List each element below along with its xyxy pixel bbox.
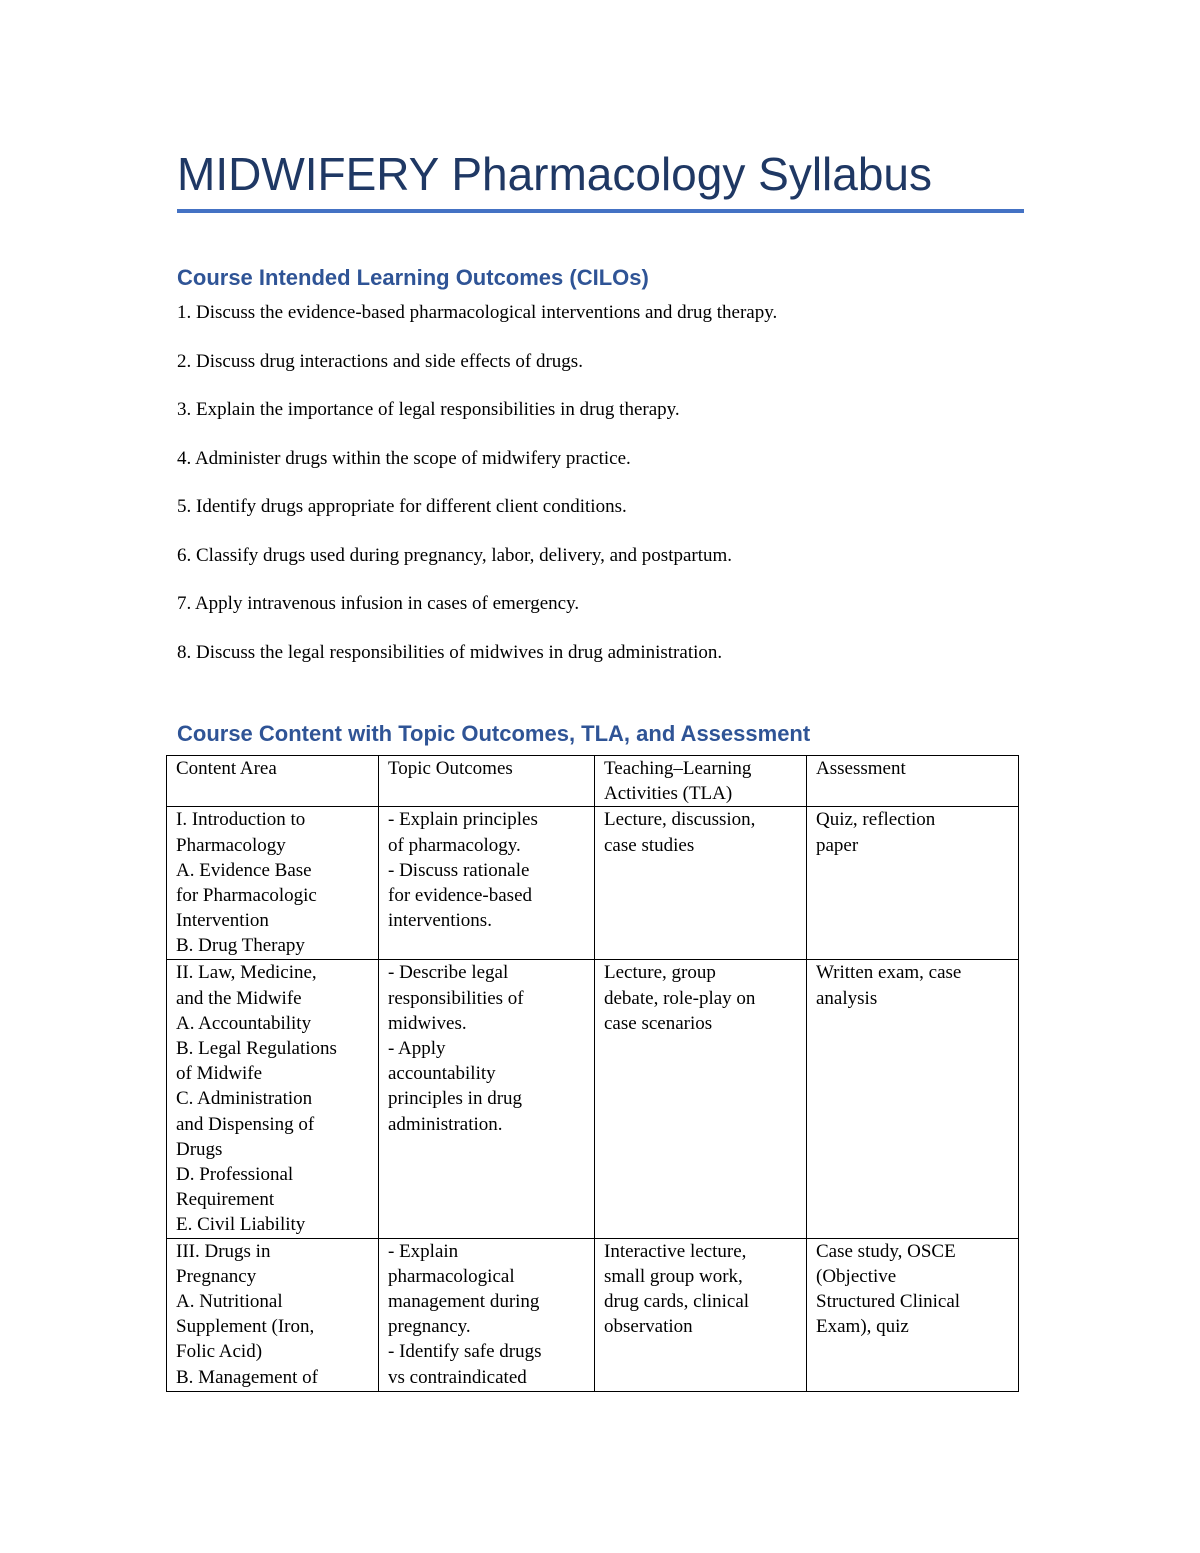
header-content-area-label: Content Area	[176, 758, 277, 779]
cell-assessment	[807, 960, 1019, 1238]
cell-topic-outcomes-text: - Explain pharmacological management during pregnancy. - Identify safe drugs vs contraindicated	[388, 1240, 542, 1388]
cilos-list	[177, 300, 777, 688]
header-tla-label: Teaching–Learning Activities (TLA)	[604, 758, 752, 805]
header-assessment	[807, 756, 1019, 807]
header-assessment-label: Assessment	[816, 758, 906, 779]
cilo-item-4: 4. Administer drugs within the scope of midwifery practice.	[177, 447, 631, 469]
cell-assessment	[807, 807, 1019, 960]
title-underline	[177, 209, 1024, 213]
document-title: MIDWIFERY Pharmacology Syllabus	[177, 148, 933, 200]
header-topic-outcomes	[379, 756, 595, 807]
cilo-item-3: 3. Explain the importance of legal responsibilities in drug therapy.	[177, 399, 680, 420]
cell-content-area	[167, 807, 379, 960]
course-content-table	[166, 755, 1019, 1392]
cell-assessment	[807, 1238, 1019, 1391]
cilos-heading: Course Intended Learning Outcomes (CILOs)	[177, 265, 649, 290]
cell-content-area-text: III. Drugs in Pregnancy A. Nutritional Supplement (Iron, Folic Acid) B. Management of	[176, 1240, 318, 1388]
cell-tla-text: Lecture, discussion, case studies	[604, 809, 756, 856]
table-row	[167, 1238, 1019, 1391]
cell-tla	[595, 1238, 807, 1391]
cell-content-area	[167, 1238, 379, 1391]
table-header-row	[167, 756, 1019, 807]
cell-topic-outcomes	[379, 1238, 595, 1391]
cilo-item-7: 7. Apply intravenous infusion in cases of emergency.	[177, 593, 580, 614]
cell-topic-outcomes-text: - Explain principles of pharmacology. - Discuss rationale for evidence-based interventions.	[388, 809, 538, 932]
course-content-heading: Course Content with Topic Outcomes, TLA, and Assessment	[177, 721, 811, 746]
cilo-item-6: 6. Classify drugs used during pregnancy, labor, delivery, and postpartum.	[177, 544, 733, 566]
table-row	[167, 807, 1019, 960]
cell-content-area-text: II. Law, Medicine, and the Midwife A. Accountability B. Legal Regulations of Midwife C. Administration and Dispensing of Drugs D. Professional Requirement E. Civil Liability	[176, 962, 337, 1236]
header-content-area	[167, 756, 379, 807]
cilo-item-8: 8. Discuss the legal responsibilities of midwives in drug administration.	[177, 641, 723, 663]
cilo-item-1: 1. Discuss the evidence-based pharmacological interventions and drug therapy.	[177, 302, 778, 323]
table-row	[167, 960, 1019, 1238]
header-topic-outcomes-label: Topic Outcomes	[388, 758, 513, 779]
cilo-item-2: 2. Discuss drug interactions and side effects of drugs.	[177, 350, 583, 372]
cell-tla	[595, 960, 807, 1238]
cell-content-area	[167, 960, 379, 1238]
cell-assessment-text: Written exam, case analysis	[816, 962, 962, 1009]
cell-tla	[595, 807, 807, 960]
cell-topic-outcomes-text: - Describe legal responsibilities of midwives. - Apply accountability principles in drug administration.	[388, 962, 524, 1135]
header-tla	[595, 756, 807, 807]
cilo-item-5: 5. Identify drugs appropriate for different client conditions.	[177, 496, 627, 517]
cell-content-area-text: I. Introduction to Pharmacology A. Evidence Base for Pharmacologic Intervention B. Drug Therapy	[176, 809, 317, 957]
cell-assessment-text: Case study, OSCE (Objective Structured Clinical Exam), quiz	[816, 1240, 961, 1338]
cell-assessment-text: Quiz, reflection paper	[816, 809, 936, 856]
cell-topic-outcomes	[379, 960, 595, 1238]
cell-tla-text: Lecture, group debate, role-play on case scenarios	[604, 962, 756, 1034]
cell-tla-text: Interactive lecture, small group work, drug cards, clinical observation	[604, 1240, 750, 1338]
cell-topic-outcomes	[379, 807, 595, 960]
